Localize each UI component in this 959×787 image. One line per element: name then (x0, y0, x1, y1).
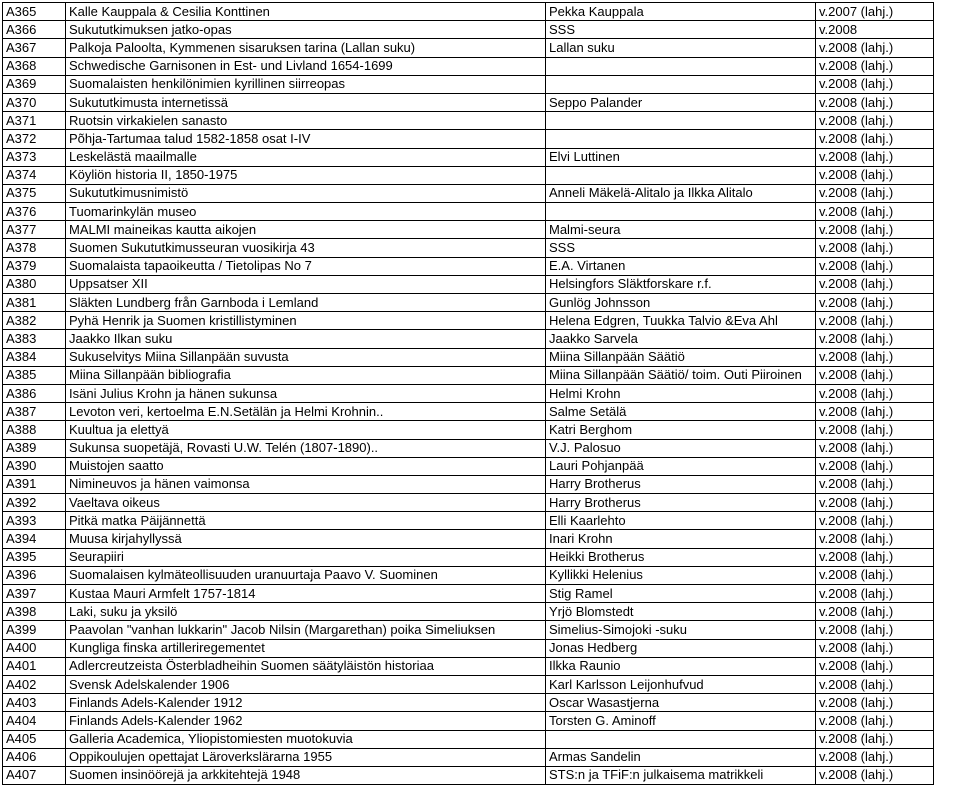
item-date-cell: v.2008 (lahj.) (816, 312, 934, 330)
item-title-cell: Vaeltava oikeus (66, 494, 546, 512)
item-date-cell: v.2008 (lahj.) (816, 421, 934, 439)
item-id-cell: A396 (3, 566, 66, 584)
table-row (3, 130, 934, 148)
item-id-cell: A393 (3, 512, 66, 530)
item-author-cell (546, 75, 816, 93)
item-id-cell: A383 (3, 330, 66, 348)
item-date-cell: v.2008 (lahj.) (816, 657, 934, 675)
item-author-cell: Inari Krohn (546, 530, 816, 548)
item-author-cell: Malmi-seura (546, 221, 816, 239)
item-title-cell: Släkten Lundberg från Garnboda i Lemland (66, 294, 546, 312)
item-id-cell: A404 (3, 712, 66, 730)
item-author-cell (546, 130, 816, 148)
item-author-cell: Simelius-Simojoki -suku (546, 621, 816, 639)
item-date-cell: v.2008 (lahj.) (816, 166, 934, 184)
item-author-cell: Pekka Kauppala (546, 3, 816, 21)
item-id-cell: A406 (3, 748, 66, 766)
item-author-cell: Yrjö Blomstedt (546, 603, 816, 621)
item-date-cell: v.2008 (lahj.) (816, 530, 934, 548)
table-row (3, 403, 934, 421)
item-author-cell: Katri Berghom (546, 421, 816, 439)
item-title-cell: Sukututkimusta internetissä (66, 93, 546, 111)
table-row (3, 348, 934, 366)
item-title-cell: Suomalaisten henkilönimien kyrillinen siirreopas (66, 75, 546, 93)
table-row (3, 457, 934, 475)
item-author-cell: Torsten G. Aminoff (546, 712, 816, 730)
item-id-cell: A389 (3, 439, 66, 457)
table-row (3, 694, 934, 712)
item-id-cell: A366 (3, 21, 66, 39)
table-row (3, 203, 934, 221)
item-date-cell: v.2008 (lahj.) (816, 621, 934, 639)
item-id-cell: A376 (3, 203, 66, 221)
item-author-cell: Stig Ramel (546, 585, 816, 603)
item-date-cell: v.2008 (lahj.) (816, 203, 934, 221)
item-date-cell: v.2008 (lahj.) (816, 403, 934, 421)
item-id-cell: A388 (3, 421, 66, 439)
item-author-cell: V.J. Palosuo (546, 439, 816, 457)
table-row (3, 439, 934, 457)
item-author-cell: Salme Setälä (546, 403, 816, 421)
table-row (3, 239, 934, 257)
item-author-cell: Miina Sillanpään Säätiö (546, 348, 816, 366)
item-title-cell: Jaakko Ilkan suku (66, 330, 546, 348)
table-row (3, 148, 934, 166)
item-id-cell: A386 (3, 384, 66, 402)
item-date-cell: v.2008 (lahj.) (816, 384, 934, 402)
item-author-cell: Harry Brotherus (546, 494, 816, 512)
item-title-cell: Kungliga finska artilleriregementet (66, 639, 546, 657)
item-id-cell: A397 (3, 585, 66, 603)
table-row (3, 112, 934, 130)
item-title-cell: Nimineuvos ja hänen vaimonsa (66, 475, 546, 493)
item-title-cell: MALMI maineikas kautta aikojen (66, 221, 546, 239)
item-id-cell: A375 (3, 184, 66, 202)
item-date-cell: v.2008 (lahj.) (816, 148, 934, 166)
item-title-cell: Pyhä Henrik ja Suomen kristillistyminen (66, 312, 546, 330)
table-row (3, 184, 934, 202)
item-title-cell: Oppikoulujen opettajat Läroverkslärarna 1955 (66, 748, 546, 766)
item-author-cell: Helena Edgren, Tuukka Talvio &Eva Ahl (546, 312, 816, 330)
table-row (3, 621, 934, 639)
item-date-cell: v.2008 (lahj.) (816, 639, 934, 657)
item-title-cell: Schwedische Garnisonen in Est- und Livland 1654-1699 (66, 57, 546, 75)
table-row (3, 675, 934, 693)
table-row (3, 566, 934, 584)
item-id-cell: A371 (3, 112, 66, 130)
item-author-cell: Kyllikki Helenius (546, 566, 816, 584)
item-date-cell: v.2008 (lahj.) (816, 548, 934, 566)
item-date-cell: v.2008 (lahj.) (816, 112, 934, 130)
item-id-cell: A399 (3, 621, 66, 639)
item-title-cell: Sukunsa suopetäjä, Rovasti U.W. Telén (1807-1890).. (66, 439, 546, 457)
item-title-cell: Svensk Adelskalender 1906 (66, 675, 546, 693)
item-author-cell: Seppo Palander (546, 93, 816, 111)
catalog-body (3, 3, 934, 785)
item-id-cell: A407 (3, 766, 66, 784)
item-id-cell: A385 (3, 366, 66, 384)
table-row (3, 75, 934, 93)
item-id-cell: A400 (3, 639, 66, 657)
item-id-cell: A402 (3, 675, 66, 693)
item-date-cell: v.2008 (lahj.) (816, 494, 934, 512)
item-date-cell: v.2008 (lahj.) (816, 712, 934, 730)
table-row (3, 603, 934, 621)
item-id-cell: A373 (3, 148, 66, 166)
item-author-cell: E.A. Virtanen (546, 257, 816, 275)
item-title-cell: Sukuselvitys Miina Sillanpään suvusta (66, 348, 546, 366)
item-title-cell: Suomalaisen kylmäteollisuuden uranuurtaja Paavo V. Suominen (66, 566, 546, 584)
item-author-cell (546, 166, 816, 184)
table-row (3, 475, 934, 493)
item-title-cell: Sukututkimuksen jatko-opas (66, 21, 546, 39)
item-date-cell: v.2008 (lahj.) (816, 257, 934, 275)
item-id-cell: A395 (3, 548, 66, 566)
item-date-cell: v.2008 (lahj.) (816, 275, 934, 293)
item-id-cell: A374 (3, 166, 66, 184)
item-author-cell: Lauri Pohjanpää (546, 457, 816, 475)
table-row (3, 275, 934, 293)
item-author-cell (546, 57, 816, 75)
item-id-cell: A368 (3, 57, 66, 75)
item-date-cell: v.2007 (lahj.) (816, 3, 934, 21)
item-author-cell: Elli Kaarlehto (546, 512, 816, 530)
item-id-cell: A398 (3, 603, 66, 621)
item-date-cell: v.2008 (816, 21, 934, 39)
item-title-cell: Kustaa Mauri Armfelt 1757-1814 (66, 585, 546, 603)
table-row (3, 366, 934, 384)
item-date-cell: v.2008 (lahj.) (816, 766, 934, 784)
table-row (3, 512, 934, 530)
item-title-cell: Laki, suku ja yksilö (66, 603, 546, 621)
item-title-cell: Ruotsin virkakielen sanasto (66, 112, 546, 130)
table-row (3, 530, 934, 548)
item-author-cell: Helmi Krohn (546, 384, 816, 402)
item-id-cell: A384 (3, 348, 66, 366)
table-row (3, 748, 934, 766)
table-row (3, 657, 934, 675)
table-row (3, 384, 934, 402)
item-date-cell: v.2008 (lahj.) (816, 694, 934, 712)
item-author-cell: Oscar Wasastjerna (546, 694, 816, 712)
table-row (3, 330, 934, 348)
item-author-cell: Jonas Hedberg (546, 639, 816, 657)
item-id-cell: A380 (3, 275, 66, 293)
item-date-cell: v.2008 (lahj.) (816, 475, 934, 493)
table-row (3, 257, 934, 275)
item-id-cell: A370 (3, 93, 66, 111)
item-id-cell: A394 (3, 530, 66, 548)
table-row (3, 494, 934, 512)
item-id-cell: A367 (3, 39, 66, 57)
table-row (3, 712, 934, 730)
item-date-cell: v.2008 (lahj.) (816, 39, 934, 57)
table-row (3, 639, 934, 657)
item-author-cell: Anneli Mäkelä-Alitalo ja Ilkka Alitalo (546, 184, 816, 202)
item-author-cell: Harry Brotherus (546, 475, 816, 493)
item-date-cell: v.2008 (lahj.) (816, 366, 934, 384)
table-row (3, 39, 934, 57)
item-title-cell: Leskelästä maailmalle (66, 148, 546, 166)
item-date-cell: v.2008 (lahj.) (816, 239, 934, 257)
item-title-cell: Finlands Adels-Kalender 1912 (66, 694, 546, 712)
item-title-cell: Seurapiiri (66, 548, 546, 566)
table-row (3, 57, 934, 75)
item-id-cell: A372 (3, 130, 66, 148)
table-row (3, 93, 934, 111)
item-id-cell: A390 (3, 457, 66, 475)
item-title-cell: Suomen insinöörejä ja arkkitehtejä 1948 (66, 766, 546, 784)
item-date-cell: v.2008 (lahj.) (816, 330, 934, 348)
item-author-cell (546, 730, 816, 748)
catalog-table (2, 2, 934, 785)
item-date-cell: v.2008 (lahj.) (816, 512, 934, 530)
table-row (3, 312, 934, 330)
item-id-cell: A391 (3, 475, 66, 493)
item-date-cell: v.2008 (lahj.) (816, 294, 934, 312)
item-title-cell: Pitkä matka Päijännettä (66, 512, 546, 530)
item-date-cell: v.2008 (lahj.) (816, 457, 934, 475)
item-author-cell: STS:n ja TFiF:n julkaisema matrikkeli (546, 766, 816, 784)
item-author-cell (546, 203, 816, 221)
item-date-cell: v.2008 (lahj.) (816, 93, 934, 111)
table-row (3, 294, 934, 312)
item-author-cell: Lallan suku (546, 39, 816, 57)
table-row (3, 548, 934, 566)
item-title-cell: Uppsatser XII (66, 275, 546, 293)
item-title-cell: Isäni Julius Krohn ja hänen sukunsa (66, 384, 546, 402)
item-date-cell: v.2008 (lahj.) (816, 730, 934, 748)
item-date-cell: v.2008 (lahj.) (816, 748, 934, 766)
item-title-cell: Paavolan "vanhan lukkarin" Jacob Nilsin (Margarethan) poika Simeliuksen (66, 621, 546, 639)
item-id-cell: A378 (3, 239, 66, 257)
item-id-cell: A405 (3, 730, 66, 748)
table-row (3, 421, 934, 439)
item-author-cell: SSS (546, 21, 816, 39)
item-title-cell: Muistojen saatto (66, 457, 546, 475)
item-author-cell: Miina Sillanpään Säätiö/ toim. Outi Piiroinen (546, 366, 816, 384)
item-title-cell: Levoton veri, kertoelma E.N.Setälän ja Helmi Krohnin.. (66, 403, 546, 421)
item-author-cell: Karl Karlsson Leijonhufvud (546, 675, 816, 693)
item-title-cell: Miina Sillanpään bibliografia (66, 366, 546, 384)
item-id-cell: A403 (3, 694, 66, 712)
item-date-cell: v.2008 (lahj.) (816, 130, 934, 148)
item-title-cell: Põhja-Tartumaa talud 1582-1858 osat I-IV (66, 130, 546, 148)
table-row (3, 3, 934, 21)
item-date-cell: v.2008 (lahj.) (816, 221, 934, 239)
item-title-cell: Adlercreutzeista Österbladheihin Suomen säätyläistön historiaa (66, 657, 546, 675)
item-id-cell: A401 (3, 657, 66, 675)
item-date-cell: v.2008 (lahj.) (816, 348, 934, 366)
item-id-cell: A377 (3, 221, 66, 239)
item-date-cell: v.2008 (lahj.) (816, 57, 934, 75)
table-row (3, 730, 934, 748)
item-title-cell: Palkoja Paloolta, Kymmenen sisaruksen tarina (Lallan suku) (66, 39, 546, 57)
item-title-cell: Suomen Sukututkimusseuran vuosikirja 43 (66, 239, 546, 257)
item-id-cell: A369 (3, 75, 66, 93)
item-title-cell: Sukututkimusnimistö (66, 184, 546, 202)
item-date-cell: v.2008 (lahj.) (816, 675, 934, 693)
item-author-cell: Heikki Brotherus (546, 548, 816, 566)
item-author-cell: Helsingfors Släktforskare r.f. (546, 275, 816, 293)
item-author-cell: Ilkka Raunio (546, 657, 816, 675)
item-date-cell: v.2008 (lahj.) (816, 439, 934, 457)
item-id-cell: A365 (3, 3, 66, 21)
item-date-cell: v.2008 (lahj.) (816, 566, 934, 584)
item-title-cell: Köyliön historia II, 1850-1975 (66, 166, 546, 184)
table-row (3, 766, 934, 784)
item-id-cell: A379 (3, 257, 66, 275)
table-row (3, 166, 934, 184)
item-date-cell: v.2008 (lahj.) (816, 75, 934, 93)
item-date-cell: v.2008 (lahj.) (816, 184, 934, 202)
item-author-cell: Elvi Luttinen (546, 148, 816, 166)
item-title-cell: Muusa kirjahyllyssä (66, 530, 546, 548)
item-author-cell (546, 112, 816, 130)
item-author-cell: Armas Sandelin (546, 748, 816, 766)
item-date-cell: v.2008 (lahj.) (816, 603, 934, 621)
item-title-cell: Finlands Adels-Kalender 1962 (66, 712, 546, 730)
item-title-cell: Kalle Kauppala & Cesilia Konttinen (66, 3, 546, 21)
item-id-cell: A387 (3, 403, 66, 421)
item-id-cell: A392 (3, 494, 66, 512)
table-row (3, 585, 934, 603)
item-title-cell: Suomalaista tapaoikeutta / Tietolipas No 7 (66, 257, 546, 275)
item-title-cell: Tuomarinkylän museo (66, 203, 546, 221)
item-id-cell: A381 (3, 294, 66, 312)
item-date-cell: v.2008 (lahj.) (816, 585, 934, 603)
item-id-cell: A382 (3, 312, 66, 330)
item-title-cell: Galleria Academica, Yliopistomiesten muotokuvia (66, 730, 546, 748)
item-author-cell: SSS (546, 239, 816, 257)
item-author-cell: Jaakko Sarvela (546, 330, 816, 348)
table-row (3, 21, 934, 39)
item-title-cell: Kuultua ja elettyä (66, 421, 546, 439)
table-row (3, 221, 934, 239)
item-author-cell: Gunlög Johnsson (546, 294, 816, 312)
